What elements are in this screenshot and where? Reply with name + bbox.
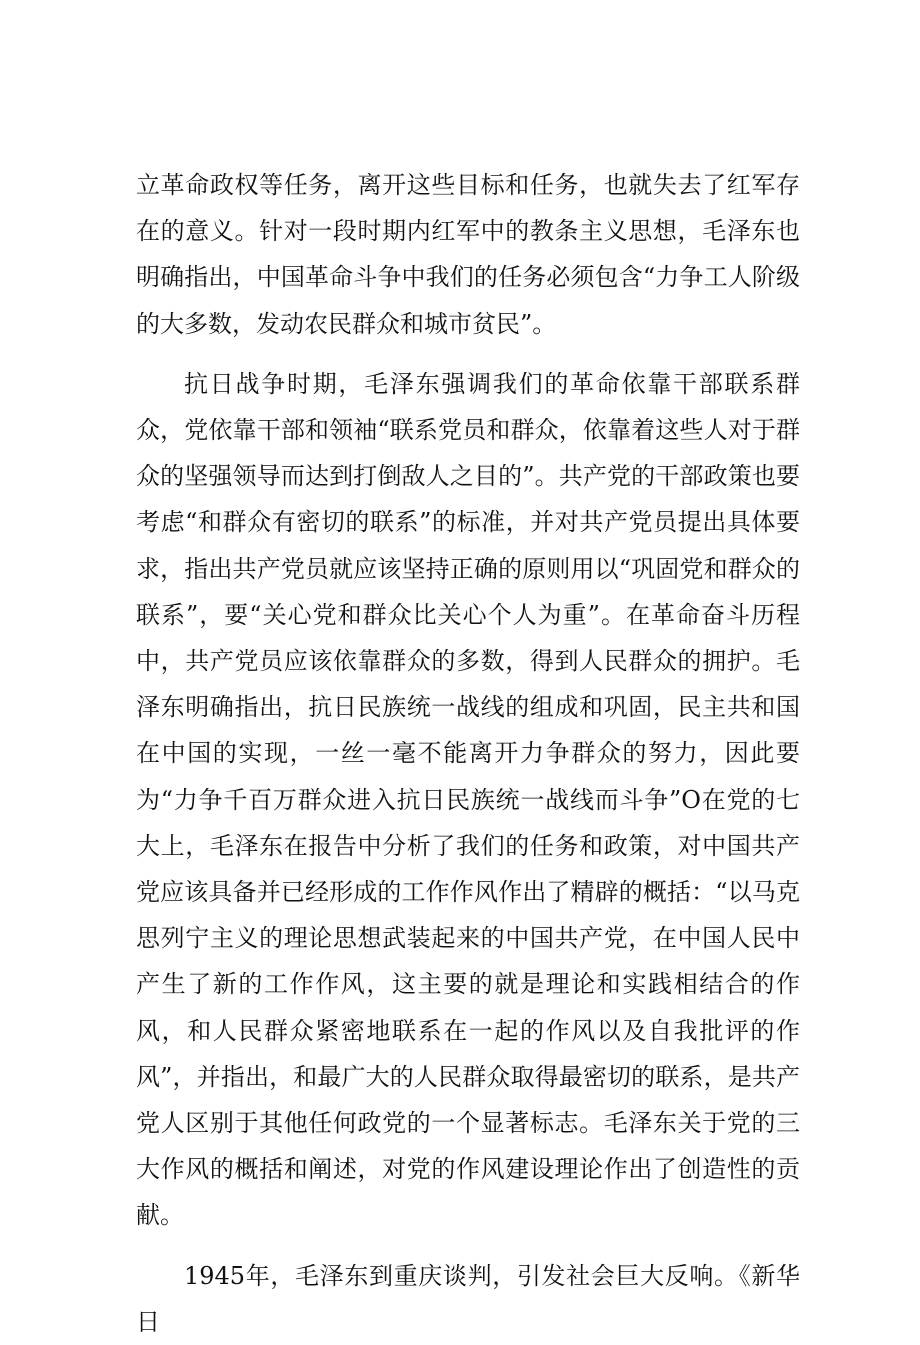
paragraph-1: 立革命政权等任务，离开这些目标和任务，也就失去了红军存在的意义。针对一段时期内红军中的教条主义思想，毛泽东也明确指出，中国革命斗争中我们的任务必须包含“力争工人阶级的大多数，发动农民群众和城市贫民”。: [136, 171, 800, 338]
paragraph-3: 1945年，毛泽东到重庆谈判，引发社会巨大反响。《新华日: [136, 1261, 800, 1336]
document-page: [136, 162, 800, 1345]
paragraph-2: 抗日战争时期，毛泽东强调我们的革命依靠干部联系群众，党依靠干部和领袖“联系党员和群众，依靠着这些人对于群众的坚强领导而达到打倒敌人之目的”。共产党的干部政策也要考虑“和群众有密切的联系”的标准，并对共产党员提出具体要求，指出共产党员就应该坚持正确的原则用以“巩固党和群众的联系”，要“关心党和群众比关心个人为重”。在革命奋斗历程中，共产党员应该依靠群众的多数，得到人民群众的拥护。毛泽东明确指出，抗日民族统一战线的组成和巩固，民主共和国在中国的实现，一丝一毫不能离开力争群众的努力，因此要为“力争千百万群众进入抗日民族统一战线而斗争”O在党的七大上，毛泽东在报告中分析了我们的任务和政策，对中国共产党应该具备并已经形成的工作作风作出了精辟的概括：“以马克思列宁主义的理论思想武装起来的中国共产党，在中国人民中产生了新的工作作风，这主要的就是理论和实践相结合的作风，和人民群众紧密地联系在一起的作风以及自我批评的作风”，并指出，和最广大的人民群众取得最密切的联系，是共产党人区别于其他任何政党的一个显著标志。毛泽东关于党的三大作风的概括和阐述，对党的作风建设理论作出了创造性的贡献。: [136, 369, 800, 1230]
